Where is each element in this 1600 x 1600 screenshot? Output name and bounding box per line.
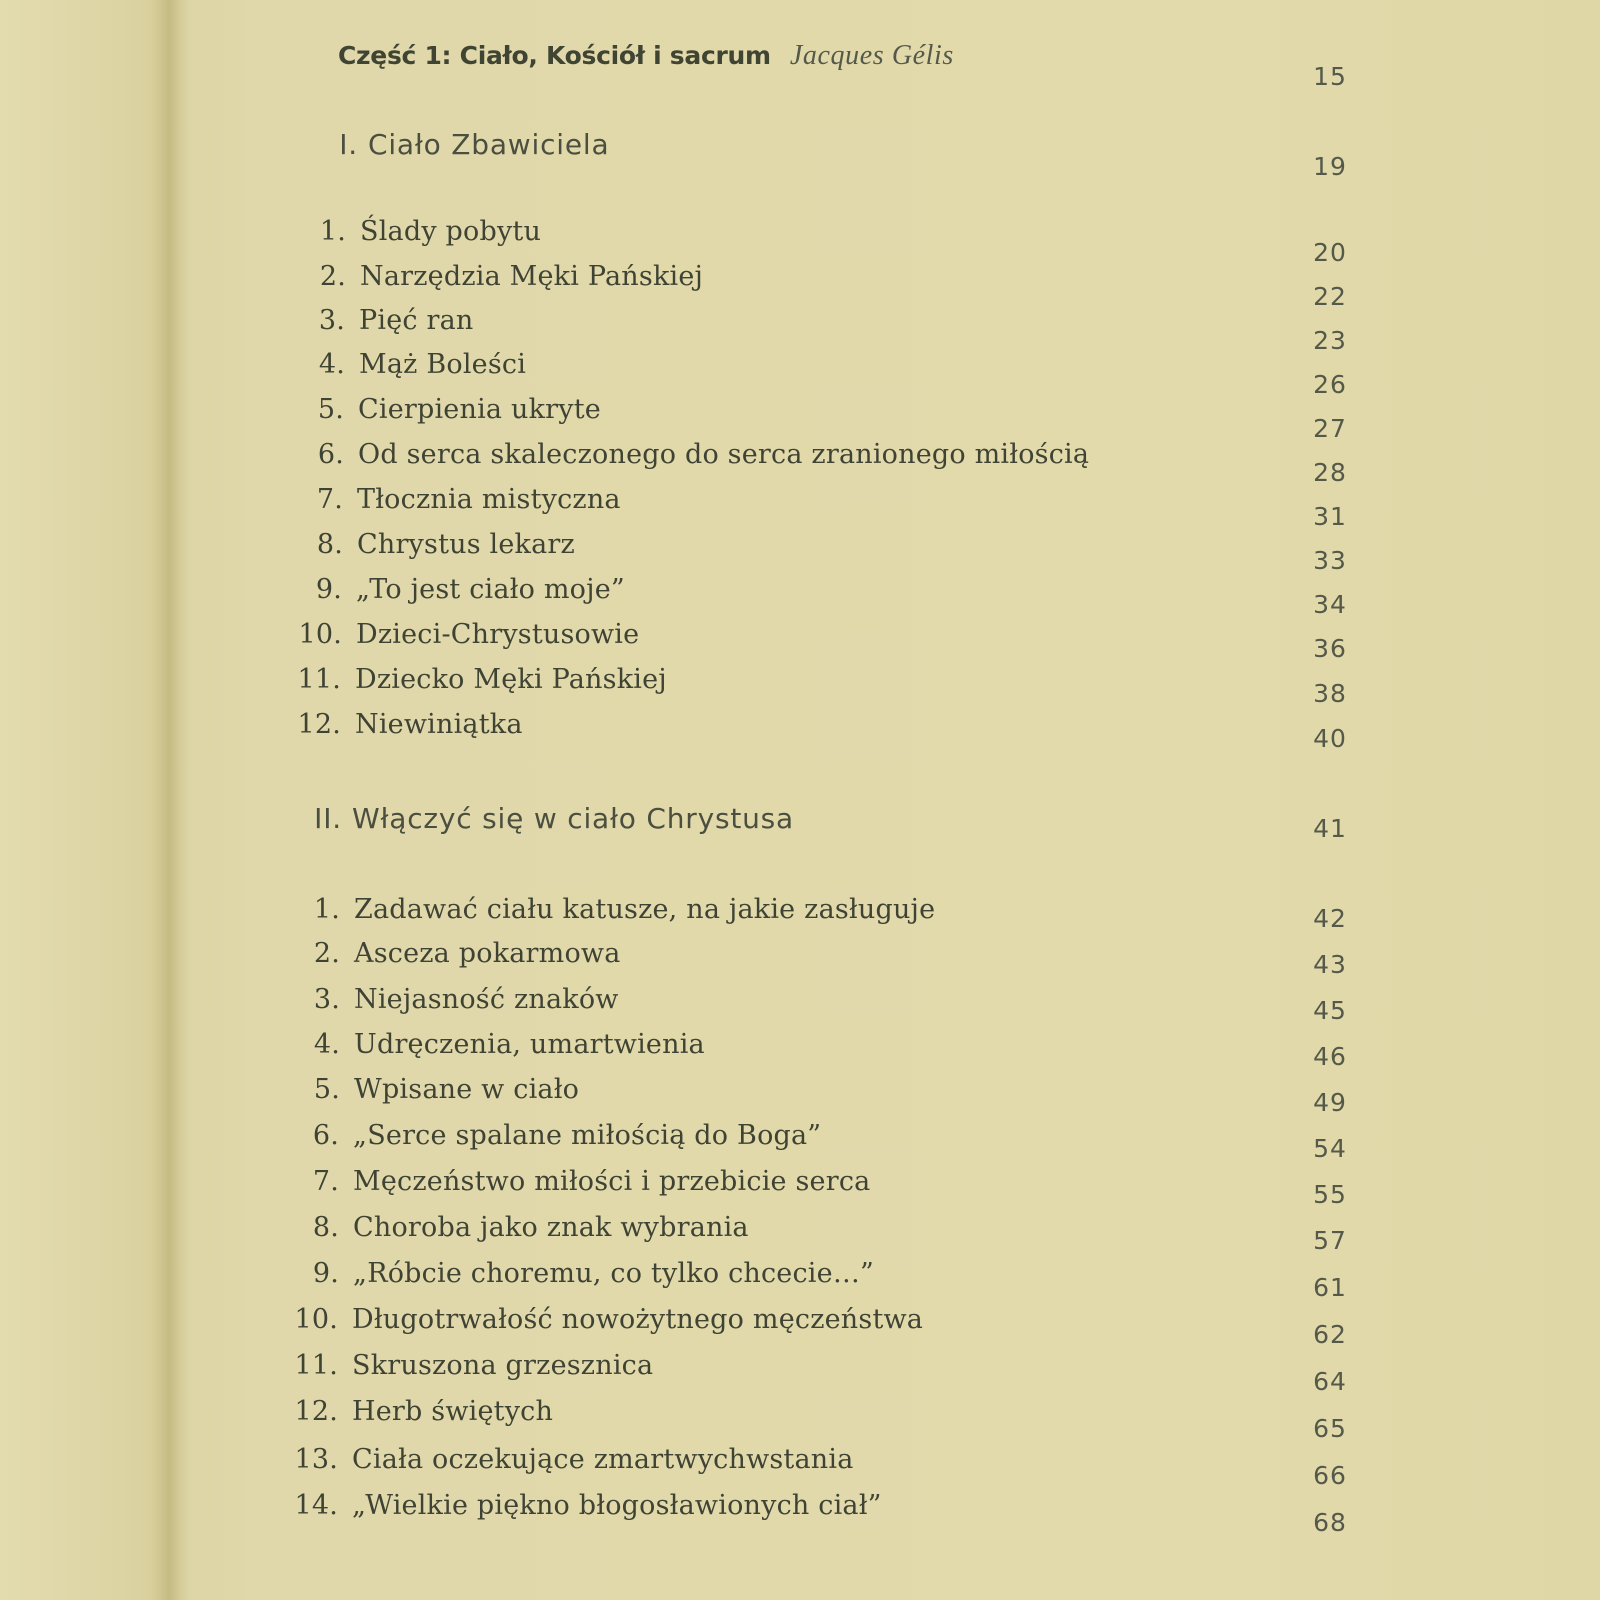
toc-entry: 6. Od serca skaleczonego do serca zranionego miłością bbox=[317, 439, 1090, 470]
entry-page-number: 33 bbox=[1313, 546, 1347, 575]
entry-title: Ślady pobytu bbox=[360, 216, 542, 247]
entry-page-number: 27 bbox=[1313, 414, 1347, 443]
entry-title: Udręczenia, umartwienia bbox=[354, 1029, 705, 1060]
toc-entry: 1. Zadawać ciału katusze, na jakie zasługuje bbox=[313, 894, 936, 925]
entry-title: Pięć ran bbox=[359, 305, 474, 336]
toc-entry: 8. Chrystus lekarz bbox=[316, 529, 575, 560]
toc-entry: 8. Choroba jako znak wybrania bbox=[312, 1212, 749, 1243]
entry-page-number: 31 bbox=[1313, 502, 1347, 531]
entry-title: Dziecko Męki Pańskiej bbox=[355, 664, 667, 695]
entry-title: Od serca skaleczonego do serca zranionego miłością bbox=[358, 439, 1090, 470]
entry-page-number: 68 bbox=[1313, 1508, 1347, 1537]
chapter-heading bbox=[318, 128, 609, 161]
part-heading bbox=[338, 40, 954, 72]
part-page-number: 15 bbox=[1313, 62, 1347, 91]
entry-title: Niewiniątka bbox=[355, 709, 523, 740]
entry-page-number: 54 bbox=[1313, 1134, 1347, 1163]
entry-title: Wpisane w ciało bbox=[354, 1074, 580, 1105]
entry-page-number: 22 bbox=[1313, 282, 1347, 311]
entry-title: Męczeństwo miłości i przebicie serca bbox=[353, 1166, 871, 1197]
toc-entry: 4. Udręczenia, umartwienia bbox=[313, 1029, 705, 1060]
entry-title: „Róbcie choremu, co tylko chcecie…” bbox=[353, 1258, 875, 1289]
entry-page-number: 20 bbox=[1313, 238, 1347, 267]
entry-title: Chrystus lekarz bbox=[357, 529, 575, 560]
entry-title: Dzieci-Chrystusowie bbox=[356, 619, 640, 650]
entry-page-number: 28 bbox=[1313, 458, 1347, 487]
chapter-title: Włączyć się w ciało Chrystusa bbox=[352, 802, 795, 835]
entry-page-number: 45 bbox=[1313, 996, 1347, 1025]
toc-entry: 4. Mąż Boleści bbox=[318, 349, 527, 380]
toc-entry: 9. „To jest ciało moje” bbox=[315, 574, 625, 605]
entry-page-number: 38 bbox=[1313, 679, 1347, 708]
toc-entry: 5. Cierpienia ukryte bbox=[317, 394, 601, 425]
toc-entry: 10. Długotrwałość nowożytnego męczeństwa bbox=[294, 1304, 924, 1335]
entry-page-number: 65 bbox=[1313, 1414, 1347, 1443]
entry-page-number: 23 bbox=[1313, 326, 1347, 355]
toc-entry: 11. Skruszona grzesznica bbox=[294, 1350, 654, 1381]
toc-entry: 6. „Serce spalane miłością do Boga” bbox=[312, 1120, 822, 1151]
entry-title: Mąż Boleści bbox=[359, 349, 527, 380]
chapter-numeral: II. bbox=[314, 802, 342, 835]
entry-page-number: 43 bbox=[1313, 950, 1347, 979]
toc-entry: 10. Dzieci-Chrystusowie bbox=[298, 619, 640, 650]
entry-title: „Wielkie piękno błogosławionych ciał” bbox=[352, 1490, 882, 1521]
entry-page-number: 36 bbox=[1313, 634, 1347, 663]
chapter-heading bbox=[302, 802, 794, 835]
entry-page-number: 66 bbox=[1313, 1461, 1347, 1490]
entry-title: „To jest ciało moje” bbox=[356, 574, 625, 605]
part-title: Część 1: Ciało, Kościół i sacrum bbox=[338, 41, 771, 70]
entry-page-number: 42 bbox=[1313, 904, 1347, 933]
entry-page-number: 64 bbox=[1313, 1367, 1347, 1396]
toc-entry: 2. Asceza pokarmowa bbox=[313, 938, 621, 969]
entry-title: Niejasność znaków bbox=[354, 984, 619, 1015]
part-author: Jacques Gélis bbox=[789, 40, 954, 71]
toc-entry: 13. Ciała oczekujące zmartwychwstania bbox=[294, 1444, 854, 1475]
entry-title: Tłocznia mistyczna bbox=[357, 484, 621, 515]
toc-entry: 5. Wpisane w ciało bbox=[313, 1074, 580, 1105]
toc-entry: 12. Herb świętych bbox=[294, 1396, 554, 1427]
chapter-page-number: 41 bbox=[1313, 814, 1347, 843]
entry-title: Ciała oczekujące zmartwychwstania bbox=[352, 1444, 854, 1475]
entry-title: Herb świętych bbox=[352, 1396, 554, 1427]
entry-page-number: 55 bbox=[1313, 1180, 1347, 1209]
entry-title: Asceza pokarmowa bbox=[354, 938, 621, 969]
entry-title: Skruszona grzesznica bbox=[352, 1350, 654, 1381]
chapter-numeral: I. bbox=[339, 128, 358, 161]
chapter-title: Ciało Zbawiciela bbox=[368, 128, 610, 161]
toc-entry: 11. Dziecko Męki Pańskiej bbox=[297, 664, 667, 695]
chapter-page-number: 19 bbox=[1313, 152, 1347, 181]
toc-entry: 14. „Wielkie piękno błogosławionych ciał” bbox=[294, 1490, 882, 1521]
toc-entry: 3. Pięć ran bbox=[318, 305, 474, 336]
entry-page-number: 61 bbox=[1313, 1273, 1347, 1302]
entry-page-number: 40 bbox=[1313, 724, 1347, 753]
entry-title: Choroba jako znak wybrania bbox=[353, 1212, 749, 1243]
toc-entry: 9. „Róbcie choremu, co tylko chcecie…” bbox=[312, 1258, 875, 1289]
entry-page-number: 46 bbox=[1313, 1042, 1347, 1071]
entry-title: Cierpienia ukryte bbox=[358, 394, 601, 425]
toc-entry: 1. Ślady pobytu bbox=[319, 216, 542, 247]
entry-title: Długotrwałość nowożytnego męczeństwa bbox=[352, 1304, 924, 1335]
toc-entry: 2. Narzędzia Męki Pańskiej bbox=[319, 261, 704, 292]
toc-entry: 12. Niewiniątka bbox=[297, 709, 523, 740]
entry-page-number: 34 bbox=[1313, 590, 1347, 619]
entry-title: „Serce spalane miłością do Boga” bbox=[353, 1120, 822, 1151]
entry-page-number: 26 bbox=[1313, 370, 1347, 399]
entry-page-number: 57 bbox=[1313, 1226, 1347, 1255]
entry-title: Narzędzia Męki Pańskiej bbox=[360, 261, 704, 292]
toc-entry: 7. Męczeństwo miłości i przebicie serca bbox=[312, 1166, 871, 1197]
entry-page-number: 62 bbox=[1313, 1320, 1347, 1349]
entry-page-number: 49 bbox=[1313, 1088, 1347, 1117]
toc-entry: 7. Tłocznia mistyczna bbox=[316, 484, 621, 515]
entry-title: Zadawać ciału katusze, na jakie zasługuje bbox=[354, 894, 936, 925]
toc-entry: 3. Niejasność znaków bbox=[313, 984, 619, 1015]
